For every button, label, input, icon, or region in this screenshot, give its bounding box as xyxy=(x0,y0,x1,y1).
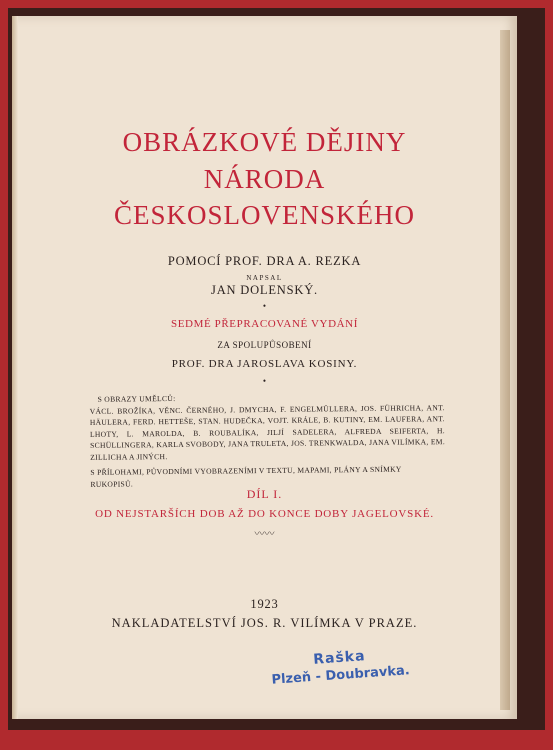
title-line-1: OBRÁZKOVÉ DĚJINY xyxy=(122,127,407,157)
publisher-line: NAKLADATELSTVÍ JOS. R. VILÍMKA V PRAZE. xyxy=(111,616,418,630)
title-line-2: NÁRODA xyxy=(203,164,326,194)
collaborator-name: PROF. DRA JAROSLAVA KOSINY. xyxy=(171,358,358,370)
publication-year: 1923 xyxy=(250,597,279,611)
editor-credit: POMOCÍ PROF. DRA A. REZKA xyxy=(167,254,362,268)
stamp-line-1: Raška xyxy=(312,648,367,668)
wrote-label: NAPSAL xyxy=(246,274,283,282)
supplements-line: S PŘÍLOHAMI, PŮVODNÍMI VYOBRAZENÍMI V TEXTU, MAPAMI, PLÁNY A SNÍMKY RUKOPISŮ. xyxy=(90,464,402,489)
artists-block xyxy=(90,390,446,490)
divider-dot: • xyxy=(262,376,267,386)
collaboration-label: ZA SPOLUPŮSOBENÍ xyxy=(217,340,312,350)
artists-label: S OBRAZY UMĚLCŮ: xyxy=(97,393,176,404)
author-name: JAN DOLENSKÝ. xyxy=(211,283,318,297)
volume-part: DÍL I. xyxy=(246,487,283,501)
title-line-3: ČESKOSLOVENSKÉHO xyxy=(113,200,416,230)
volume-subtitle: OD NEJSTARŠÍCH DOB AŽ DO KONCE DOBY JAGELOVSKÉ. xyxy=(95,508,434,520)
edition-line: SEDMÉ PŘEPRACOVANÉ VYDÁNÍ xyxy=(171,318,358,330)
divider-dot: • xyxy=(262,301,267,311)
ornament-swirl: 〰〰 xyxy=(254,529,275,540)
stamp-line-2: Plzeň - Doubravka. xyxy=(271,663,411,688)
artists-names: VÁCL. BROŽÍKA, VĚNC. ČERNÉHO, J. DMYCHA, F. ENGELMÜLLERA, JOS. FÜHRICHA, ANT. HÄULERA, FERD. HETTEŠE, STAN. HUDEČKA, VOJT. KRÁLE, B. KUTINY, EM. LAUFERA, ANT. LHOTY, L. MAROLDA, B. ROUBALÍKA, JILJÍ SADELERA, ALFREDA SEIFERTA, H. SCHÜLLINGERA, KARLA SVOBODY, JANA TRULETA, JOS. TRENKWALDA, JANA VILÍMKA, EM. ZILLICHA A JINÝCH. xyxy=(89,402,446,462)
